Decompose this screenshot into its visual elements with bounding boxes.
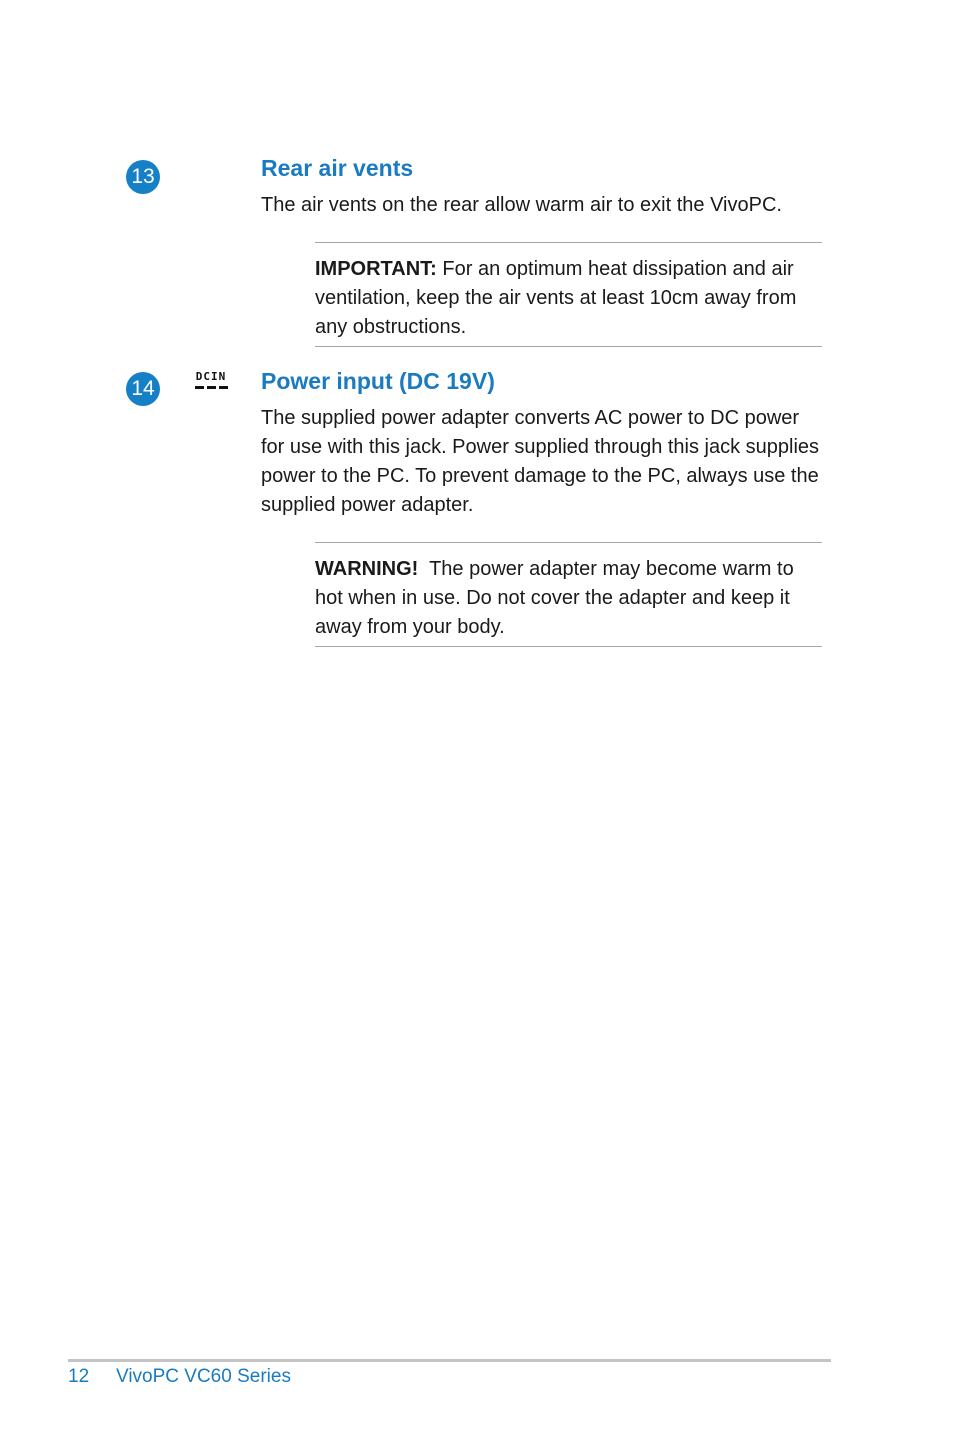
section-title: Rear air vents — [261, 155, 414, 181]
note-lead: WARNING! — [315, 558, 419, 580]
warning-note — [315, 542, 822, 647]
note-text: For an optimum heat dissipation and air ventilation, keep the air vents at least 10cm away from any obstructions. — [315, 258, 797, 338]
page-number: 12 — [68, 1366, 90, 1387]
note-lead: IMPORTANT: — [315, 258, 437, 280]
product-name: VivoPC VC60 Series — [116, 1366, 291, 1387]
important-note — [315, 242, 822, 347]
section-body: The supplied power adapter converts AC power to DC power for use with this jack. Power supplied through this jack supplies power to the PC. To prevent damage to the PC, always use the supplied power adapter. — [261, 407, 820, 516]
page-footer — [68, 1366, 291, 1388]
dc-in-icon — [192, 371, 230, 395]
item-number-badge: 14 — [126, 372, 160, 406]
dc-in-icon-label: DCIN — [195, 370, 227, 383]
footer-divider — [68, 1359, 831, 1362]
dc-symbol — [192, 386, 230, 389]
section-title: Power input (DC 19V) — [261, 368, 495, 394]
section-body: The air vents on the rear allow warm air to exit the VivoPC. — [261, 194, 782, 216]
item-number-badge: 13 — [126, 160, 160, 194]
note-text: The power adapter may become warm to hot when in use. Do not cover the adapter and keep it away from your body. — [315, 558, 800, 638]
